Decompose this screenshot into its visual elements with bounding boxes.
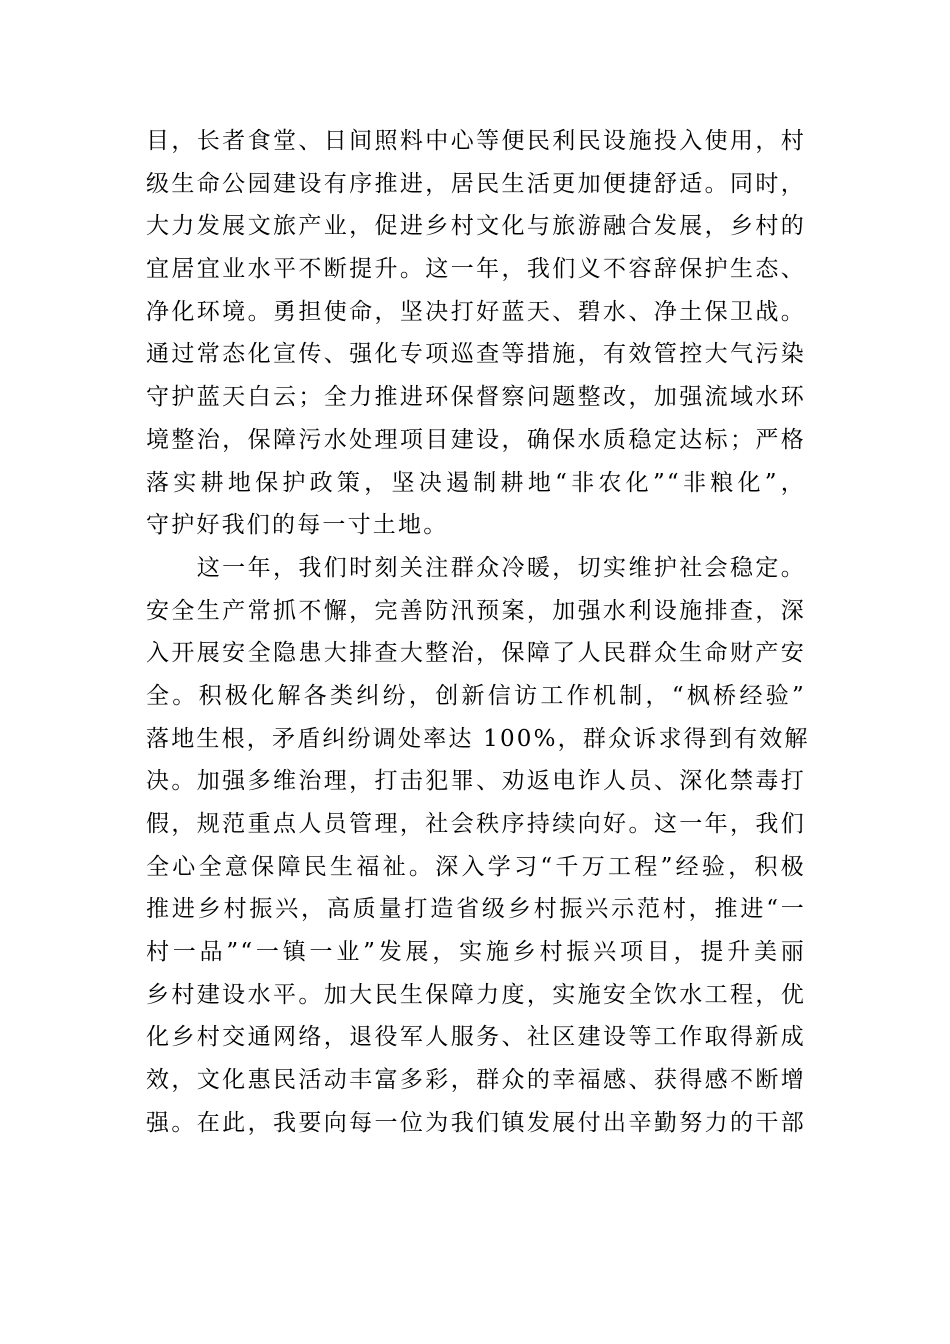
text-line: 落实耕地保护政策，坚决遏制耕地“非农化”“非粮化”， — [146, 469, 806, 496]
text-line: 守护蓝天白云；全力推进环保督察问题整改，加强流域水环 — [146, 384, 806, 411]
text-line: 净化环境。勇担使命，坚决打好蓝天、碧水、净土保卫战。 — [146, 298, 806, 325]
body-text — [146, 120, 810, 1145]
text-line: 强。在此，我要向每一位为我们镇发展付出辛勤努力的干部 — [146, 1109, 806, 1136]
text-line: 推进乡村振兴，高质量打造省级乡村振兴示范村，推进“一 — [146, 896, 806, 923]
text-line: 假，规范重点人员管理，社会秩序持续向好。这一年，我们 — [146, 811, 806, 837]
text-line: 大力发展文旅产业，促进乡村文化与旅游融合发展，乡村的 — [146, 213, 806, 240]
text-line: 守护好我们的每一寸土地。 — [146, 512, 449, 539]
text-line: 目，长者食堂、日间照料中心等便民利民设施投入使用，村 — [146, 128, 806, 154]
text-line: 乡村建设水平。加大民生保障力度，实施安全饮水工程，优 — [146, 981, 806, 1008]
paragraph-2 — [146, 547, 810, 1145]
text-line: 决。加强多维治理，打击犯罪、劝返电诈人员、深化禁毒打 — [146, 768, 806, 795]
text-line: 这一年，我们时刻关注群众冷暖，切实维护社会稳定。 — [146, 554, 806, 581]
text-line: 全心全意保障民生福祉。深入学习“千万工程”经验，积极 — [146, 853, 806, 880]
text-line: 通过常态化宣传、强化专项巡查等措施，有效管控大气污染 — [146, 341, 806, 368]
text-line: 级生命公园建设有序推进，居民生活更加便捷舒适。同时， — [146, 170, 806, 197]
text-line: 入开展安全隐患大排查大整治，保障了人民群众生命财产安 — [146, 640, 806, 667]
text-line: 村一品”“一镇一业”发展，实施乡村振兴项目，提升美丽 — [146, 939, 806, 966]
text-line: 宜居宜业水平不断提升。这一年，我们义不容辞保护生态、 — [146, 256, 806, 283]
text-line: 境整治，保障污水处理项目建设，确保水质稳定达标；严格 — [146, 426, 806, 453]
text-line: 效，文化惠民活动丰富多彩，群众的幸福感、获得感不断增 — [146, 1067, 806, 1094]
text-line: 安全生产常抓不懈，完善防汛预案，加强水利设施排查，深 — [146, 597, 806, 624]
paragraph-1 — [146, 120, 806, 547]
text-line: 化乡村交通网络，退役军人服务、社区建设等工作取得新成 — [146, 1024, 806, 1051]
text-line: 全。积极化解各类纠纷，创新信访工作机制，“枫桥经验” — [146, 682, 806, 709]
text-line: 落地生根，矛盾纠纷调处率达 100%，群众诉求得到有效解 — [146, 725, 810, 752]
